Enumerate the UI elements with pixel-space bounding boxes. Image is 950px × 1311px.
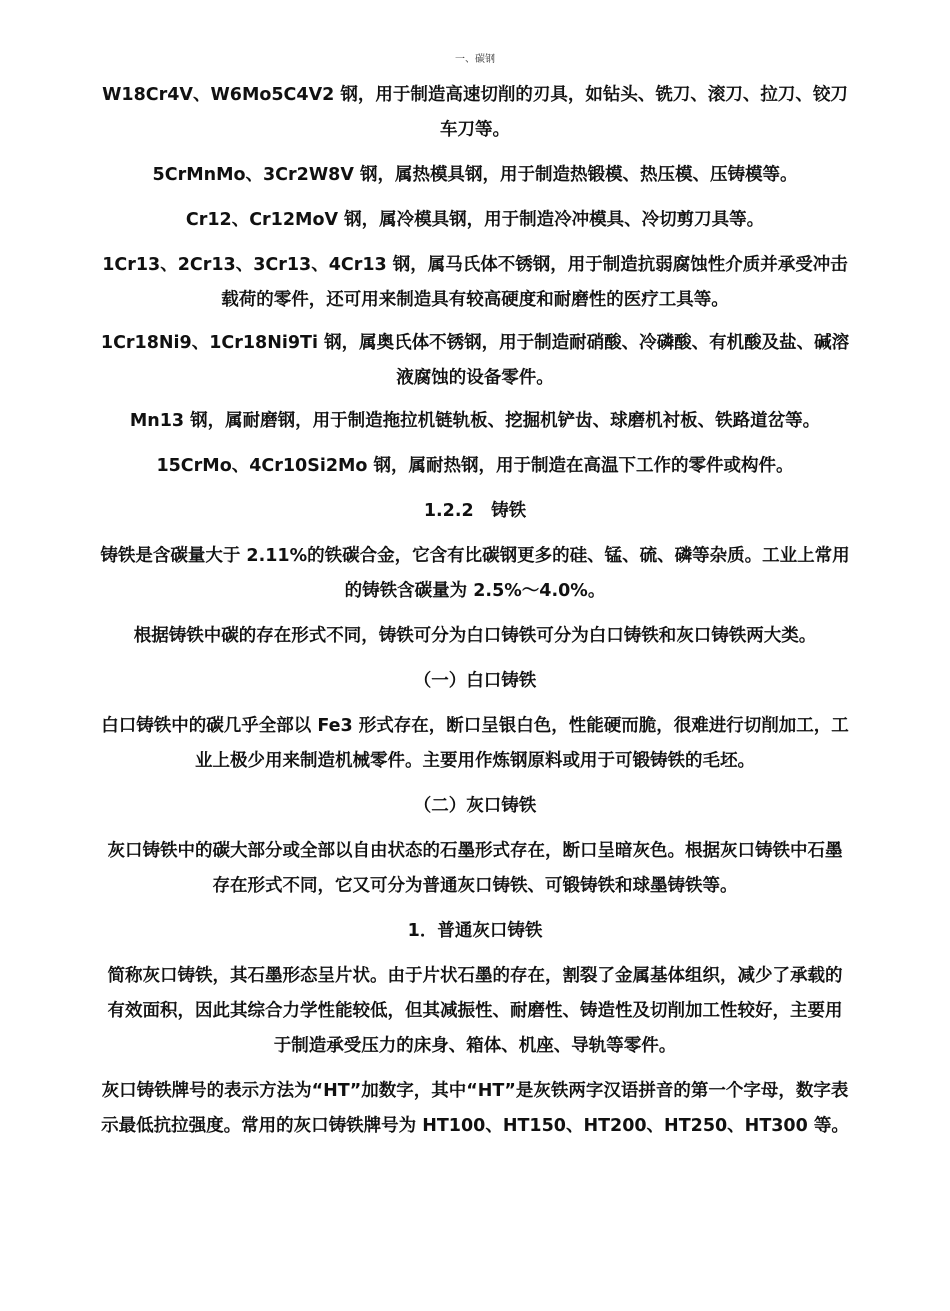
paragraph-ordinary-gray-cast-iron: 简称灰口铸铁，其石墨形态呈片状。由于片状石墨的存在，割裂了金属基体组织，减少了承载的有效面积，因此其综合力学性能较低，但其减振性、耐磨性、铸造性及切削加工性较好，主要用于制造承受压力的床身、箱体、机座、导轨等零件。 xyxy=(107,966,843,1056)
subheading-ordinary-gray-cast-iron: 1．普通灰口铸铁 xyxy=(407,921,543,941)
paragraph-cast-iron-definition: 铸铁是含碳量大于 2.11%的铁碳合金，它含有比碳钢更多的硅、锰、硫、磷等杂质。工业上常用的铸铁含碳量为 2.5%～4.0%。 xyxy=(100,546,850,601)
paragraph-cast-iron-classification: 根据铸铁中碳的存在形式不同，铸铁可分为白口铸铁可分为白口铸铁和灰口铸铁两大类。 xyxy=(133,626,817,646)
paragraph-gray-cast-iron: 灰口铸铁中的碳大部分或全部以自由状态的石墨形式存在，断口呈暗灰色。根据灰口铸铁中石墨存在形式不同，它又可分为普通灰口铸铁、可锻铸铁和球墨铸铁等。 xyxy=(107,841,843,896)
paragraph-high-speed-steel: W18Cr4V、W6Mo5C4V2 钢，用于制造高速切削的刃具，如钻头、铣刀、滚刀、拉刀、铰刀车刀等。 xyxy=(102,85,848,140)
paragraph-white-cast-iron: 白口铸铁中的碳几乎全部以 Fe3 形式存在，断口呈银白色，性能硬而脆，很难进行切削加工，工业上极少用来制造机械零件。主要用作炼钢原料或用于可锻铸铁的毛坯。 xyxy=(101,716,849,771)
paragraph-wear-resistant-steel: Mn13 钢，属耐磨钢，用于制造拖拉机链轨板、挖掘机铲齿、球磨机衬板、铁路道岔等。 xyxy=(129,411,821,431)
paragraph-austenitic-stainless: 1Cr18Ni9、1Cr18Ni9Ti 钢，属奥氏体不锈钢，用于制造耐硝酸、冷磷酸、有机酸及盐、碱溶液腐蚀的设备零件。 xyxy=(100,333,850,388)
subheading-gray-cast-iron: （二）灰口铸铁 xyxy=(413,796,537,816)
paragraph-cold-die-steel: Cr12、Cr12MoV 钢，属冷模具钢，用于制造冷冲模具、冷切剪刀具等。 xyxy=(185,210,765,230)
section-heading-cast-iron: 1.2.2 铸铁 xyxy=(423,501,527,521)
paragraph-gray-cast-iron-grades: 灰口铸铁牌号的表示方法为“HT”加数字，其中“HT”是灰铁两字汉语拼音的第一个字母，数字表示最低抗拉强度。常用的灰口铸铁牌号为 HT100、HT150、HT200、HT250、HT300 等。 xyxy=(101,1081,849,1136)
paragraph-heat-resistant-steel: 15CrMo、4Cr10Si2Mo 钢，属耐热钢，用于制造在高温下工作的零件或构件。 xyxy=(156,456,794,476)
subheading-white-cast-iron: （一）白口铸铁 xyxy=(413,671,537,691)
page-header: 一、碳钢 xyxy=(455,54,495,65)
paragraph-hot-die-steel: 5CrMnMo、3Cr2W8V 钢，属热模具钢，用于制造热锻模、热压模、压铸模等。 xyxy=(152,165,798,185)
paragraph-martensitic-stainless: 1Cr13、2Cr13、3Cr13、4Cr13 钢，属马氏体不锈钢，用于制造抗弱腐蚀性介质并承受冲击载荷的零件，还可用来制造具有较高硬度和耐磨性的医疗工具等。 xyxy=(102,255,848,310)
document-body xyxy=(100,78,850,1154)
